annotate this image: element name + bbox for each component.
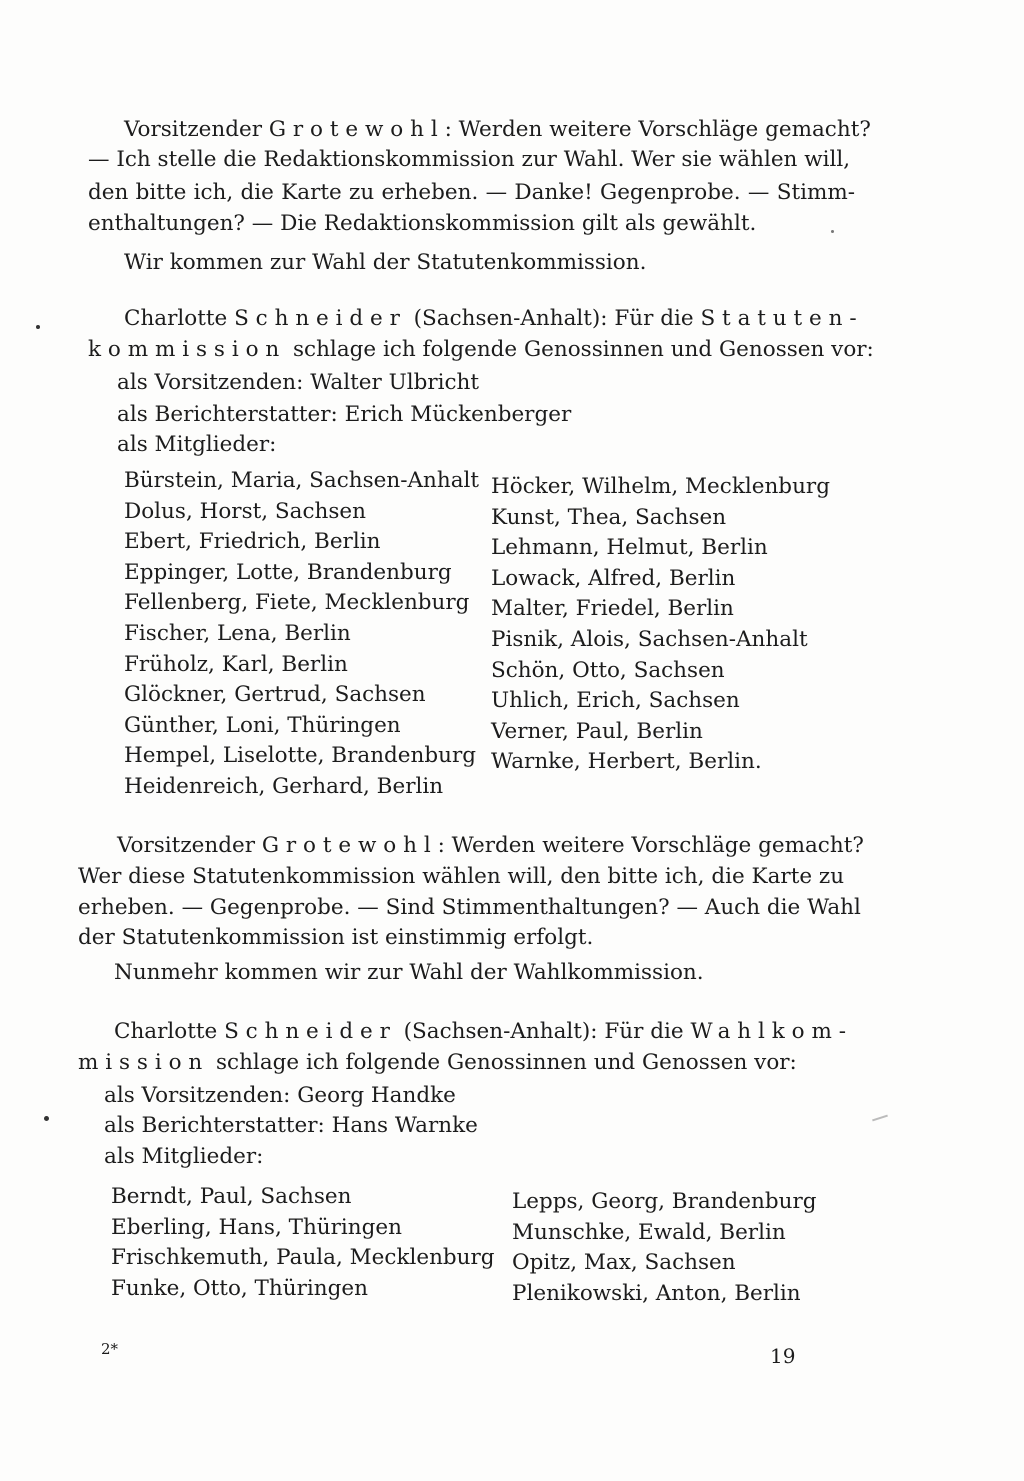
- list-item: Schön, Otto, Sachsen: [491, 657, 725, 683]
- text-line: [117, 833, 864, 858]
- speaker-role: Vorsitzender: [117, 833, 255, 858]
- text-line: — Ich stelle die Redaktionskommission zur Wahl. Wer sie wählen will,: [88, 147, 851, 172]
- spaced-word: mission: [78, 1050, 210, 1075]
- text-line: Wir kommen zur Wahl der Statutenkommission.: [124, 250, 647, 275]
- list-item: Verner, Paul, Berlin: [491, 718, 703, 744]
- list-item: Uhlich, Erich, Sachsen: [491, 688, 740, 714]
- rapporteur-line: als Berichterstatter: Erich Mückenberger: [117, 402, 572, 427]
- list-item: Berndt, Paul, Sachsen: [111, 1184, 352, 1209]
- text-line: der Statutenkommission ist einstimmig erfolgt.: [78, 925, 594, 950]
- spaced-word: Wahlkom-: [690, 1019, 853, 1044]
- list-item: Munschke, Ewald, Berlin: [512, 1219, 786, 1245]
- list-item: Dolus, Horst, Sachsen: [124, 498, 366, 524]
- speaker-name: Charlotte: [124, 306, 228, 331]
- scan-speck: [872, 1115, 888, 1122]
- speaker-name: Grotewohl: [268, 117, 445, 142]
- chair-line: als Vorsitzenden: Walter Ulbricht: [117, 370, 480, 395]
- speaker-name: Charlotte: [114, 1019, 218, 1044]
- list-item: Eberling, Hans, Thüringen: [111, 1214, 402, 1240]
- list-item: Heidenreich, Gerhard, Berlin: [124, 773, 444, 799]
- list-item: Pisnik, Alois, Sachsen-Anhalt: [491, 626, 808, 652]
- list-item: Lowack, Alfred, Berlin: [491, 565, 736, 591]
- list-item: Eppinger, Lotte, Brandenburg: [124, 559, 452, 585]
- text-fragment: schlage ich folgende Genossinnen und Genossen vor:: [216, 1050, 797, 1075]
- list-item: Warnke, Herbert, Berlin.: [491, 749, 762, 775]
- text-line: Wer diese Statutenkommission wählen will, den bitte ich, die Karte zu: [78, 864, 845, 889]
- members-label: als Mitglieder:: [117, 432, 277, 457]
- text-fragment: (Sachsen-Anhalt): Für die: [413, 306, 694, 331]
- members-list-right: [491, 472, 830, 778]
- list-item: Fellenberg, Fiete, Mecklenburg: [124, 590, 470, 616]
- list-item: Günther, Loni, Thüringen: [124, 712, 401, 738]
- list-item: Höcker, Wilhelm, Mecklenburg: [491, 474, 830, 499]
- rapporteur-line: als Berichterstatter: Hans Warnke: [104, 1113, 478, 1138]
- text-fragment: : Werden weitere Vorschläge gemacht?: [437, 833, 864, 858]
- list-item: Kunst, Thea, Sachsen: [491, 504, 727, 530]
- list-item: Lepps, Georg, Brandenburg: [512, 1189, 817, 1214]
- chair-line: als Vorsitzenden: Georg Handke: [104, 1083, 456, 1108]
- speaker-role: Vorsitzender: [124, 117, 262, 142]
- members-list-right: [512, 1187, 817, 1309]
- speaker-surname: Schneider: [234, 306, 407, 331]
- list-item: Früholz, Karl, Berlin: [124, 651, 348, 677]
- scan-speck: [44, 1116, 49, 1121]
- text-line: [114, 1019, 853, 1044]
- spaced-word: Statuten-: [700, 306, 864, 331]
- text-line: [124, 117, 871, 142]
- speaker-name: Grotewohl: [261, 833, 438, 858]
- text-fragment: schlage ich folgende Genossinnen und Genossen vor:: [293, 337, 874, 362]
- list-item: Frischkemuth, Paula, Mecklenburg: [111, 1245, 495, 1271]
- members-list-left: [124, 466, 479, 803]
- list-item: Hempel, Liselotte, Brandenburg: [124, 743, 477, 769]
- list-item: Lehmann, Helmut, Berlin: [491, 535, 768, 561]
- text-line: den bitte ich, die Karte zu erheben. — Danke! Gegenprobe. — Stimm-: [88, 180, 855, 205]
- list-item: Malter, Friedel, Berlin: [491, 596, 734, 622]
- members-label: als Mitglieder:: [104, 1144, 264, 1169]
- spaced-word: kommission: [88, 337, 287, 362]
- list-item: Glöckner, Gertrud, Sachsen: [124, 682, 426, 708]
- text-line: erheben. — Gegenprobe. — Sind Stimmenthaltungen? — Auch die Wahl: [78, 895, 861, 920]
- text-fragment: : Werden weitere Vorschläge gemacht?: [444, 117, 871, 142]
- list-item: Funke, Otto, Thüringen: [111, 1275, 368, 1301]
- list-item: Ebert, Friedrich, Berlin: [124, 529, 381, 555]
- text-fragment: (Sachsen-Anhalt): Für die: [403, 1019, 684, 1044]
- scan-speck: [831, 230, 834, 233]
- list-item: Fischer, Lena, Berlin: [124, 620, 351, 646]
- list-item: Bürstein, Maria, Sachsen-Anhalt: [124, 468, 480, 493]
- text-line: Nunmehr kommen wir zur Wahl der Wahlkommission.: [114, 960, 704, 985]
- text-line: enthaltungen? — Die Redaktionskommission gilt als gewählt.: [88, 211, 757, 236]
- list-item: Plenikowski, Anton, Berlin: [512, 1280, 801, 1306]
- page-number: 19: [770, 1344, 796, 1368]
- scan-speck: [36, 325, 40, 329]
- list-item: Opitz, Max, Sachsen: [512, 1250, 736, 1276]
- text-line: [78, 1050, 797, 1075]
- text-line: [88, 337, 874, 362]
- speaker-surname: Schneider: [224, 1019, 397, 1044]
- text-line: [124, 306, 864, 331]
- members-list-left: [111, 1182, 495, 1304]
- signature-mark: 2*: [101, 1340, 119, 1358]
